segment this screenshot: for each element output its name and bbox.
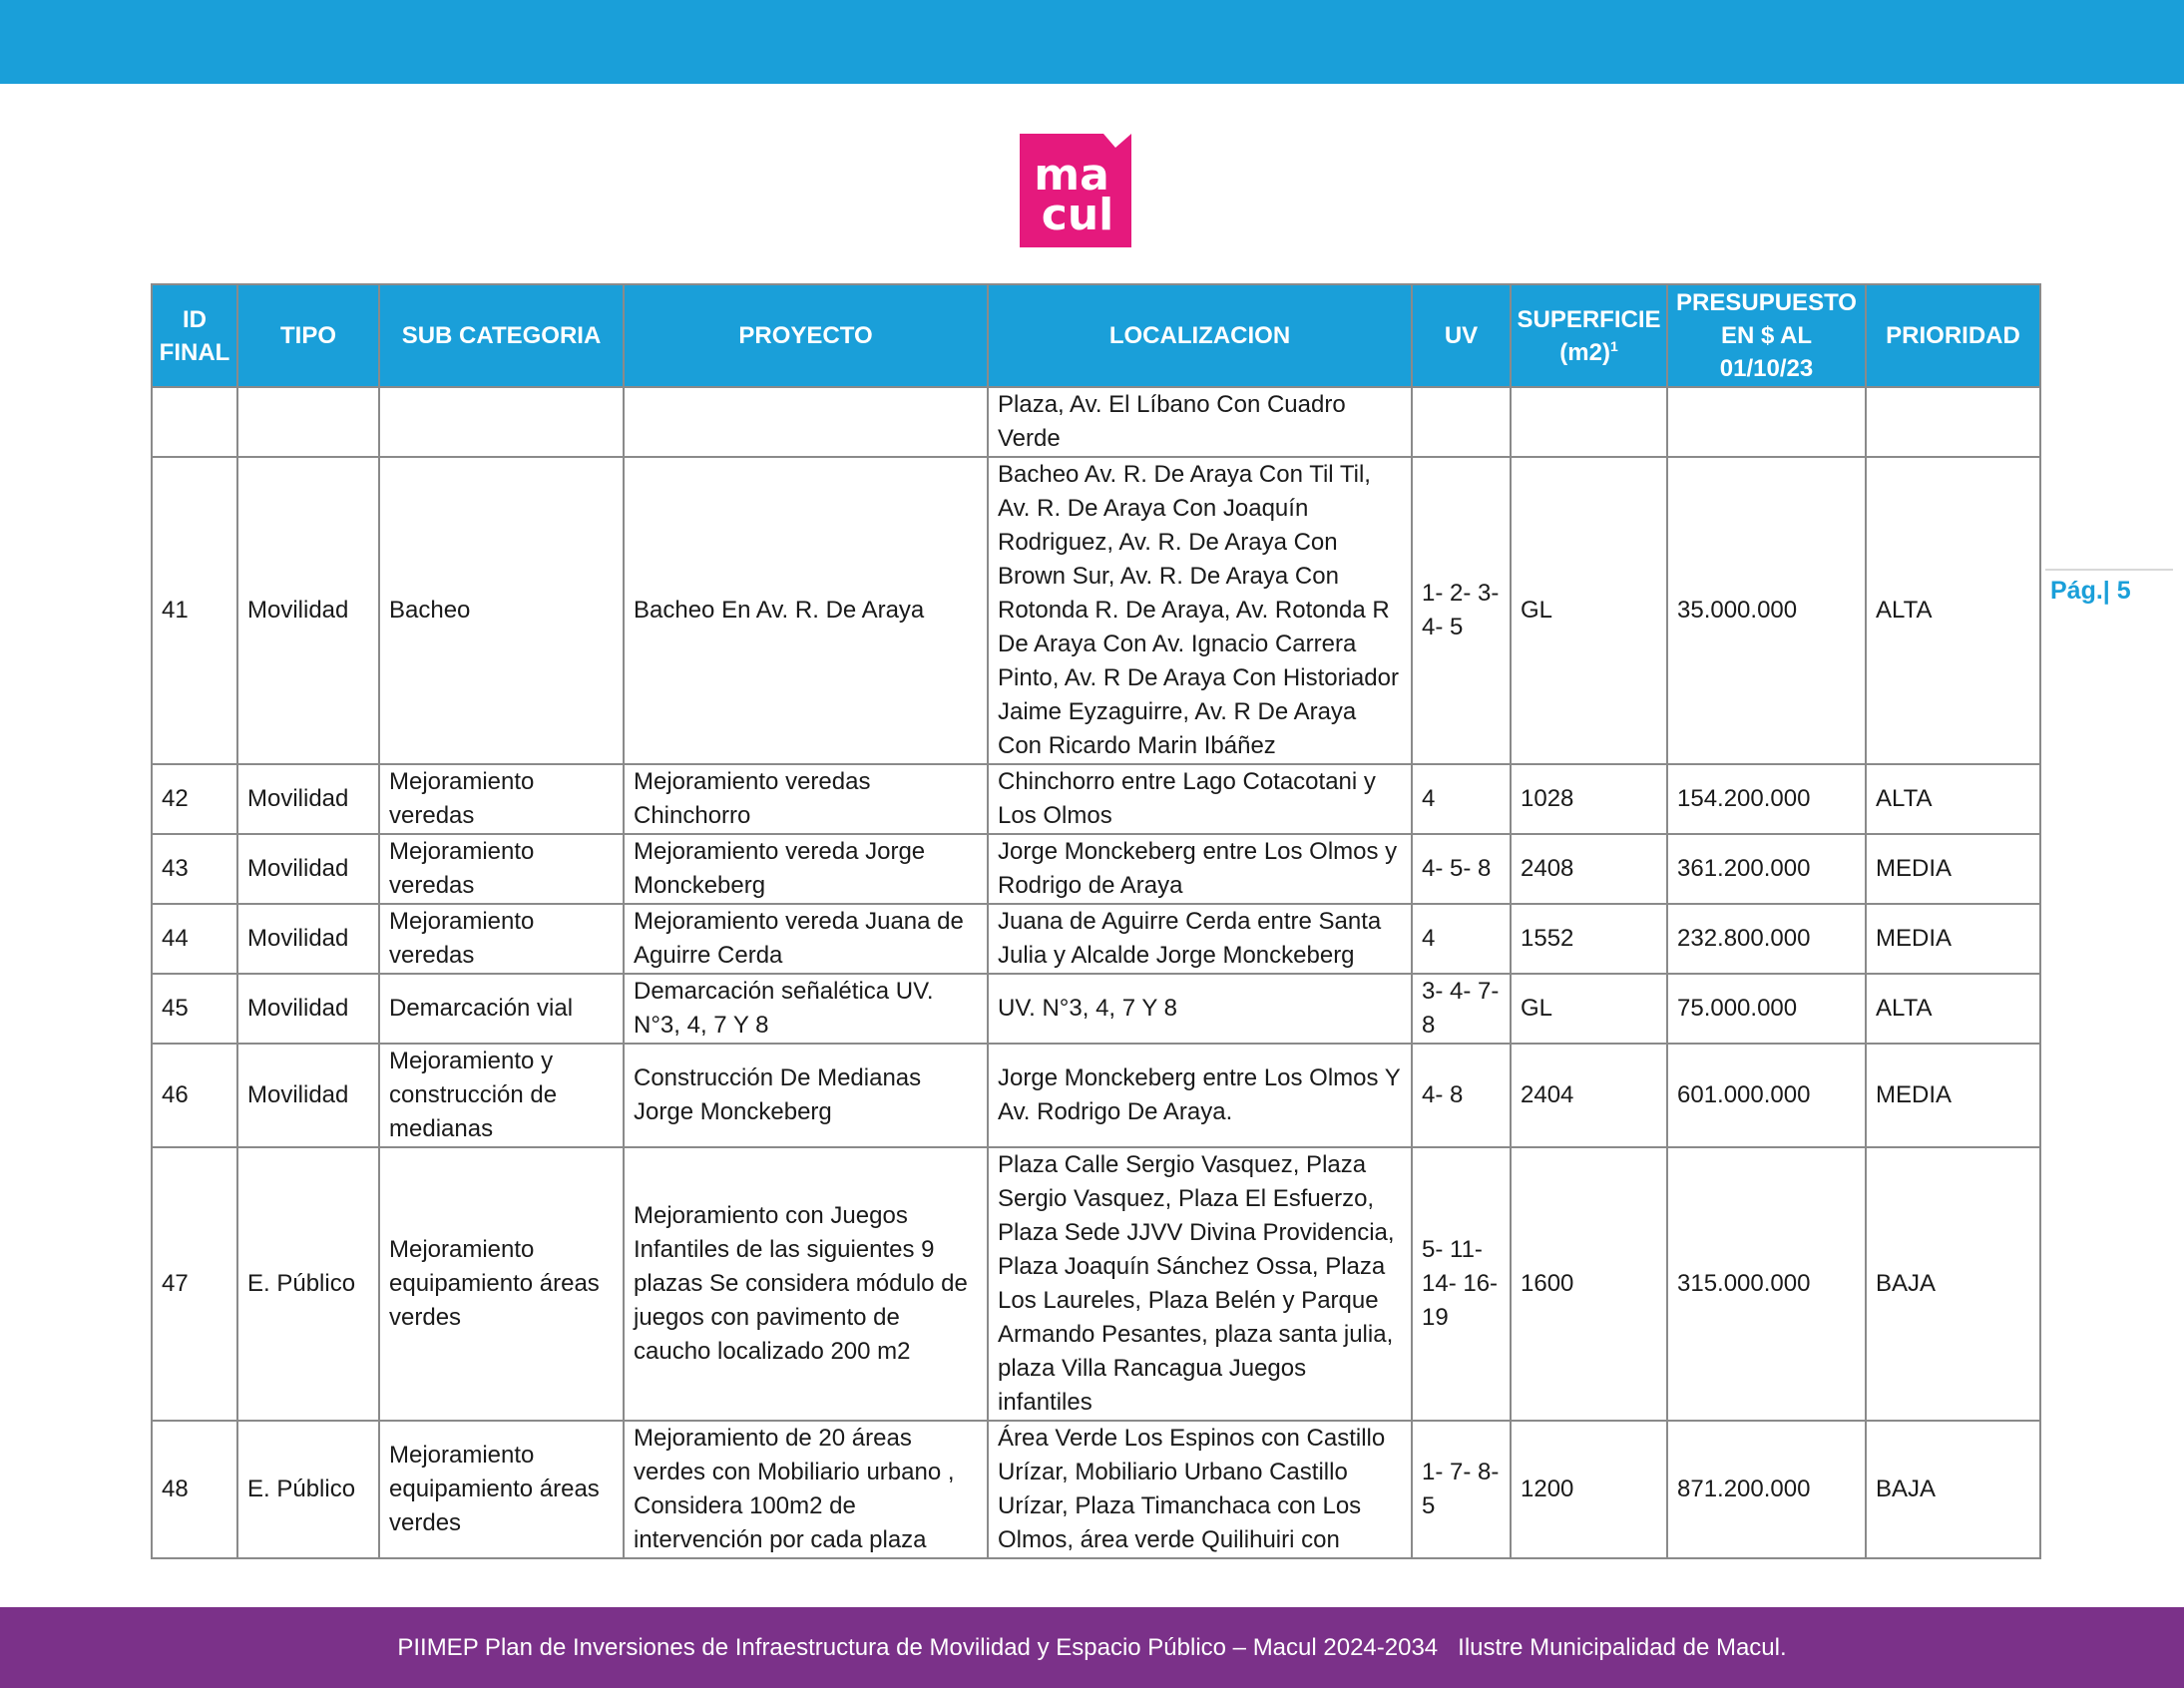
table-row — [152, 1044, 2040, 1147]
cell-prioridad: MEDIA — [1866, 834, 2040, 904]
col-header-presupuesto: PRESUPUESTO EN $ AL 01/10/23 — [1667, 284, 1866, 387]
cell-superficie: 2404 — [1511, 1044, 1667, 1147]
cell-presupuesto: 154.200.000 — [1667, 764, 1866, 834]
cell-tipo: Movilidad — [237, 904, 379, 974]
cell-presupuesto — [1667, 387, 1866, 457]
cell-id: 44 — [152, 904, 237, 974]
cell-tipo: Movilidad — [237, 764, 379, 834]
cell-localizacion: Plaza Calle Sergio Vasquez, Plaza Sergio Vasquez, Plaza El Esfuerzo, Plaza Sede JJVV Divina Providencia, Plaza Joaquín Sánchez Ossa, Plaza Los Laureles, Plaza Belén y Parque Armando Pesantes, plaza santa julia, plaza Villa Rancagua Juegos infantiles — [988, 1147, 1412, 1421]
cell-presupuesto: 315.000.000 — [1667, 1147, 1866, 1421]
cell-presupuesto: 361.200.000 — [1667, 834, 1866, 904]
cell-id: 48 — [152, 1421, 237, 1558]
footer-bar — [0, 1607, 2184, 1688]
cell-sub-categoria: Mejoramiento veredas — [379, 764, 624, 834]
cell-uv: 3- 4- 7- 8 — [1412, 974, 1511, 1044]
cell-id: 47 — [152, 1147, 237, 1421]
cell-uv — [1412, 387, 1511, 457]
col-header-uv: UV — [1412, 284, 1511, 387]
cell-sub-categoria: Bacheo — [379, 457, 624, 764]
cell-sub-categoria: Mejoramiento veredas — [379, 834, 624, 904]
cell-sub-categoria — [379, 387, 624, 457]
table-row — [152, 1421, 2040, 1558]
cell-uv: 4 — [1412, 904, 1511, 974]
cell-superficie: GL — [1511, 457, 1667, 764]
page-number-label: Pág.| 5 — [2050, 577, 2131, 605]
cell-uv: 4- 5- 8 — [1412, 834, 1511, 904]
col-header-id: ID FINAL — [152, 284, 237, 387]
table-row — [152, 387, 2040, 457]
cell-prioridad: BAJA — [1866, 1421, 2040, 1558]
col-header-sub-categoria: SUB CATEGORIA — [379, 284, 624, 387]
cell-id — [152, 387, 237, 457]
cell-superficie: 1552 — [1511, 904, 1667, 974]
col-header-superficie: SUPERFICIE $(m2)^1$ — [1511, 284, 1667, 387]
cell-localizacion: UV. N°3, 4, 7 Y 8 — [988, 974, 1412, 1044]
table-body — [152, 387, 2040, 1558]
cell-proyecto: Bacheo En Av. R. De Araya — [624, 457, 988, 764]
cell-superficie: 1600 — [1511, 1147, 1667, 1421]
cell-prioridad: BAJA — [1866, 1147, 2040, 1421]
cell-tipo: Movilidad — [237, 834, 379, 904]
cell-superficie: GL — [1511, 974, 1667, 1044]
svg-text:ma: ma — [1034, 150, 1109, 201]
page-number-rule — [2045, 569, 2173, 571]
cell-localizacion: Jorge Monckeberg entre Los Olmos Y Av. Rodrigo De Araya. — [988, 1044, 1412, 1147]
cell-uv: 5- 11- 14- 16- 19 — [1412, 1147, 1511, 1421]
cell-proyecto: Mejoramiento vereda Jorge Monckeberg — [624, 834, 988, 904]
cell-localizacion: Chinchorro entre Lago Cotacotani y Los Olmos — [988, 764, 1412, 834]
cell-proyecto: Mejoramiento de 20 áreas verdes con Mobiliario urbano , Considera 100m2 de intervención por cada plaza — [624, 1421, 988, 1558]
cell-sub-categoria: Mejoramiento veredas — [379, 904, 624, 974]
cell-id: 42 — [152, 764, 237, 834]
col-header-tipo: TIPO — [237, 284, 379, 387]
cell-localizacion: Juana de Aguirre Cerda entre Santa Julia y Alcalde Jorge Monckeberg — [988, 904, 1412, 974]
table-header-row — [152, 284, 2040, 387]
cell-prioridad: ALTA — [1866, 974, 2040, 1044]
header-bar — [0, 0, 2184, 84]
cell-tipo: E. Público — [237, 1421, 379, 1558]
cell-tipo: Movilidad — [237, 457, 379, 764]
table-row — [152, 834, 2040, 904]
cell-presupuesto: 35.000.000 — [1667, 457, 1866, 764]
cell-tipo: Movilidad — [237, 974, 379, 1044]
table-row — [152, 974, 2040, 1044]
table-row — [152, 904, 2040, 974]
cell-superficie: 1200 — [1511, 1421, 1667, 1558]
svg-text:cul: cul — [1041, 190, 1114, 240]
cell-proyecto: Mejoramiento con Juegos Infantiles de las siguientes 9 plazas Se considera módulo de juegos con pavimento de caucho localizado 200 m2 — [624, 1147, 988, 1421]
cell-sub-categoria: Mejoramiento equipamiento áreas verdes — [379, 1147, 624, 1421]
cell-prioridad: ALTA — [1866, 457, 2040, 764]
cell-uv: 4- 8 — [1412, 1044, 1511, 1147]
cell-proyecto: Mejoramiento veredas Chinchorro — [624, 764, 988, 834]
cell-proyecto: Construcción De Medianas Jorge Monckeberg — [624, 1044, 988, 1147]
cell-id: 41 — [152, 457, 237, 764]
cell-sub-categoria: Mejoramiento y construcción de medianas — [379, 1044, 624, 1147]
cell-uv: 1- 7- 8- 5 — [1412, 1421, 1511, 1558]
cell-localizacion: Plaza, Av. El Líbano Con Cuadro Verde — [988, 387, 1412, 457]
col-header-localizacion: LOCALIZACION — [988, 284, 1412, 387]
cell-id: 46 — [152, 1044, 237, 1147]
cell-proyecto: Mejoramiento vereda Juana de Aguirre Cerda — [624, 904, 988, 974]
macul-logo — [1020, 134, 1131, 247]
cell-presupuesto: 75.000.000 — [1667, 974, 1866, 1044]
cell-tipo — [237, 387, 379, 457]
cell-tipo: Movilidad — [237, 1044, 379, 1147]
cell-superficie: 1028 — [1511, 764, 1667, 834]
cell-presupuesto: 871.200.000 — [1667, 1421, 1866, 1558]
cell-proyecto: Demarcación señalética UV. N°3, 4, 7 Y 8 — [624, 974, 988, 1044]
col-header-proyecto: PROYECTO — [624, 284, 988, 387]
cell-prioridad: MEDIA — [1866, 904, 2040, 974]
cell-uv: 1- 2- 3- 4- 5 — [1412, 457, 1511, 764]
col-header-prioridad: PRIORIDAD — [1866, 284, 2040, 387]
cell-sub-categoria: Mejoramiento equipamiento áreas verdes — [379, 1421, 624, 1558]
cell-uv: 4 — [1412, 764, 1511, 834]
cell-id: 45 — [152, 974, 237, 1044]
cell-superficie — [1511, 387, 1667, 457]
cell-presupuesto: 601.000.000 — [1667, 1044, 1866, 1147]
cell-localizacion: Bacheo Av. R. De Araya Con Til Til, Av. R. De Araya Con Joaquín Rodriguez, Av. R. De Araya Con Brown Sur, Av. R. De Araya Con Rotonda R. De Araya, Av. Rotonda R De Araya Con Av. Ignacio Carrera Pinto, Av. R De Araya Con Historiador Jaime Eyzaguirre, Av. R De Araya Con Ricardo Marin Ibáñez — [988, 457, 1412, 764]
cell-prioridad — [1866, 387, 2040, 457]
cell-sub-categoria: Demarcación vial — [379, 974, 624, 1044]
table-row — [152, 764, 2040, 834]
cell-superficie: 2408 — [1511, 834, 1667, 904]
cell-localizacion: Jorge Monckeberg entre Los Olmos y Rodrigo de Araya — [988, 834, 1412, 904]
cell-id: 43 — [152, 834, 237, 904]
cell-localizacion: Área Verde Los Espinos con Castillo Urízar, Mobiliario Urbano Castillo Urízar, Plaza Timanchaca con Los Olmos, área verde Quilihuiri con — [988, 1421, 1412, 1558]
table-row — [152, 1147, 2040, 1421]
cell-prioridad: ALTA — [1866, 764, 2040, 834]
projects-table — [151, 283, 2041, 1559]
table-row — [152, 457, 2040, 764]
cell-presupuesto: 232.800.000 — [1667, 904, 1866, 974]
cell-prioridad: MEDIA — [1866, 1044, 2040, 1147]
footer-text: PIIMEP Plan de Inversiones de Infraestructura de Movilidad y Espacio Público – Macul 2024-2034 Ilustre Municipalidad de Macul. — [397, 1634, 1787, 1661]
cell-proyecto — [624, 387, 988, 457]
cell-tipo: E. Público — [237, 1147, 379, 1421]
